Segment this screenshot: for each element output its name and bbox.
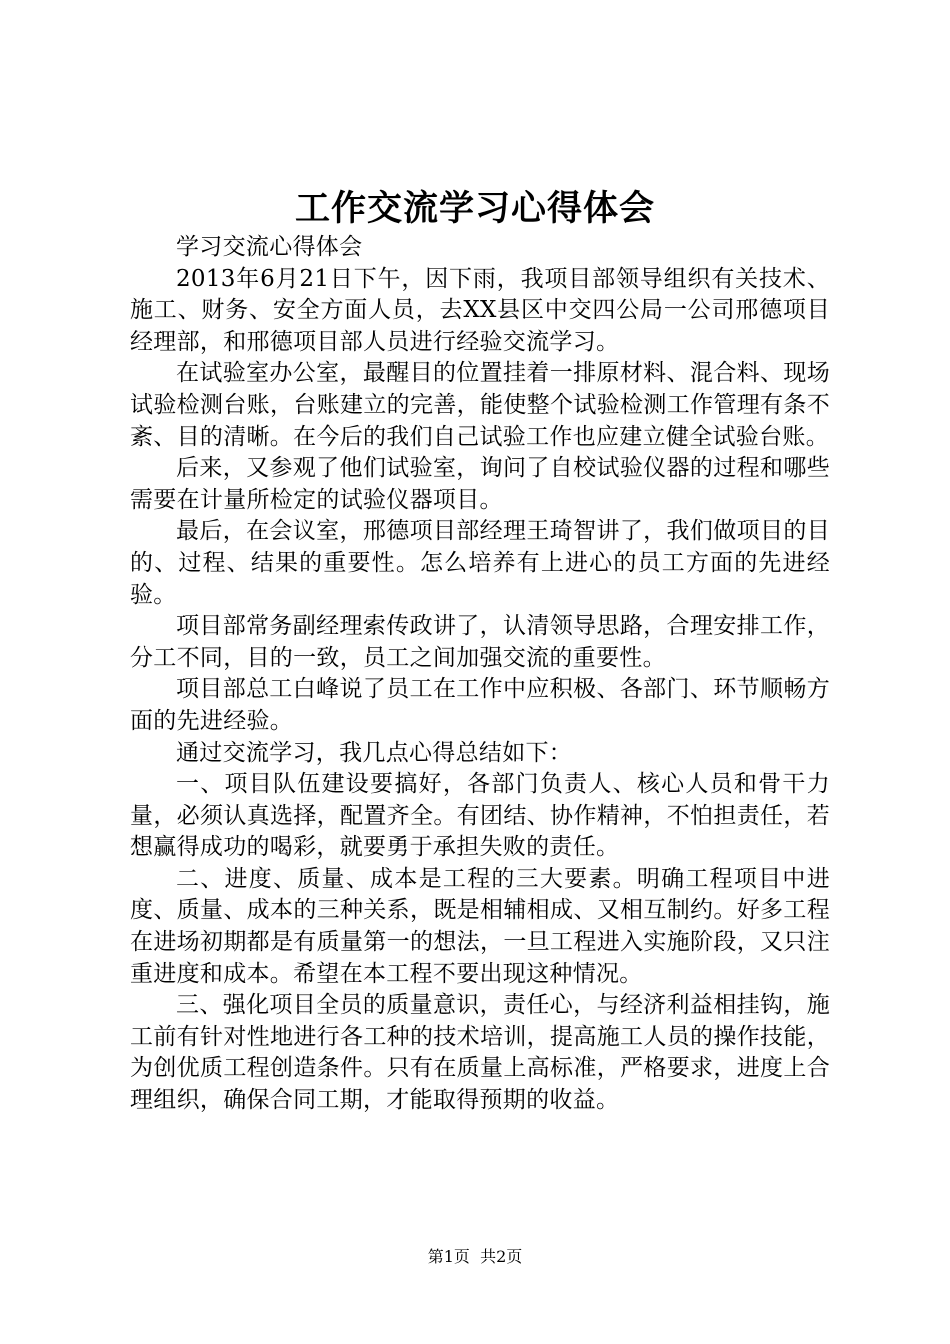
paragraph-point-one: 一、项目队伍建设要搞好，各部门负责人、核心人员和骨干力量，必须认真选择，配置齐全。有团结、协作精神，不怕担责任，若想赢得成功的喝彩，就要勇于承担失败的责任。 [130,771,830,861]
page-number-current: 第1页 [427,1247,470,1266]
paragraph-lab-office: 在试验室办公室，最醒目的位置挂着一排原材料、混合料、现场试验检测台账，台账建立的完善，能使整个试验检测工作管理有条不紊、目的清晰。在今后的我们自己试验工作也应建立健全试验台账。 [130,360,830,450]
paragraph-lab-visit: 后来，又参观了他们试验室，询问了自校试验仪器的过程和哪些需要在计量所检定的试验仪器项目。 [130,455,830,513]
page-footer [0,1245,950,1269]
paragraph-point-three: 三、强化项目全员的质量意识，责任心，与经济利益相挂钩，施工前有针对性地进行各工种的技术培训，提高施工人员的操作技能，为创优质工程创造条件。只有在质量上高标准，严格要求，进度上合理组织，确保合同工期，才能取得预期的收益。 [130,992,830,1114]
paragraph-summary-intro: 通过交流学习，我几点心得总结如下： [176,739,573,766]
paragraph-deputy-talk: 项目部常务副经理索传政讲了，认清领导思路，合理安排工作，分工不同，目的一致，员工之间加强交流的重要性。 [130,613,830,671]
paragraph-point-two: 二、进度、质量、成本是工程的三大要素。明确工程项目中进度、质量、成本的三种关系，既是相辅相成、又相互制约。好多工程在进场初期都是有质量第一的想法，一旦工程进入实施阶段，又只注重进度和成本。希望在本工程不要出现这种情况。 [130,865,830,987]
page-number-total: 共2页 [480,1247,523,1266]
document-body [130,232,830,1117]
paragraph-manager-talk: 最后，在会议室，邢德项目部经理王琦智讲了，我们做项目的目的、过程、结果的重要性。怎么培养有上进心的员工方面的先进经验。 [130,518,830,608]
paragraph-intro: 2013年6月21日下午，因下雨，我项目部领导组织有关技术、施工、财务、安全方面人员，去XX县区中交四公局一公司邢德项目经理部，和邢德项目部人员进行经验交流学习。 [130,265,830,355]
paragraph-engineer-talk: 项目部总工白峰说了员工在工作中应积极、各部门、环节顺畅方面的先进经验。 [130,676,830,734]
paragraph-heading: 学习交流心得体会 [176,234,363,260]
document-title: 工作交流学习心得体会 [294,188,655,229]
